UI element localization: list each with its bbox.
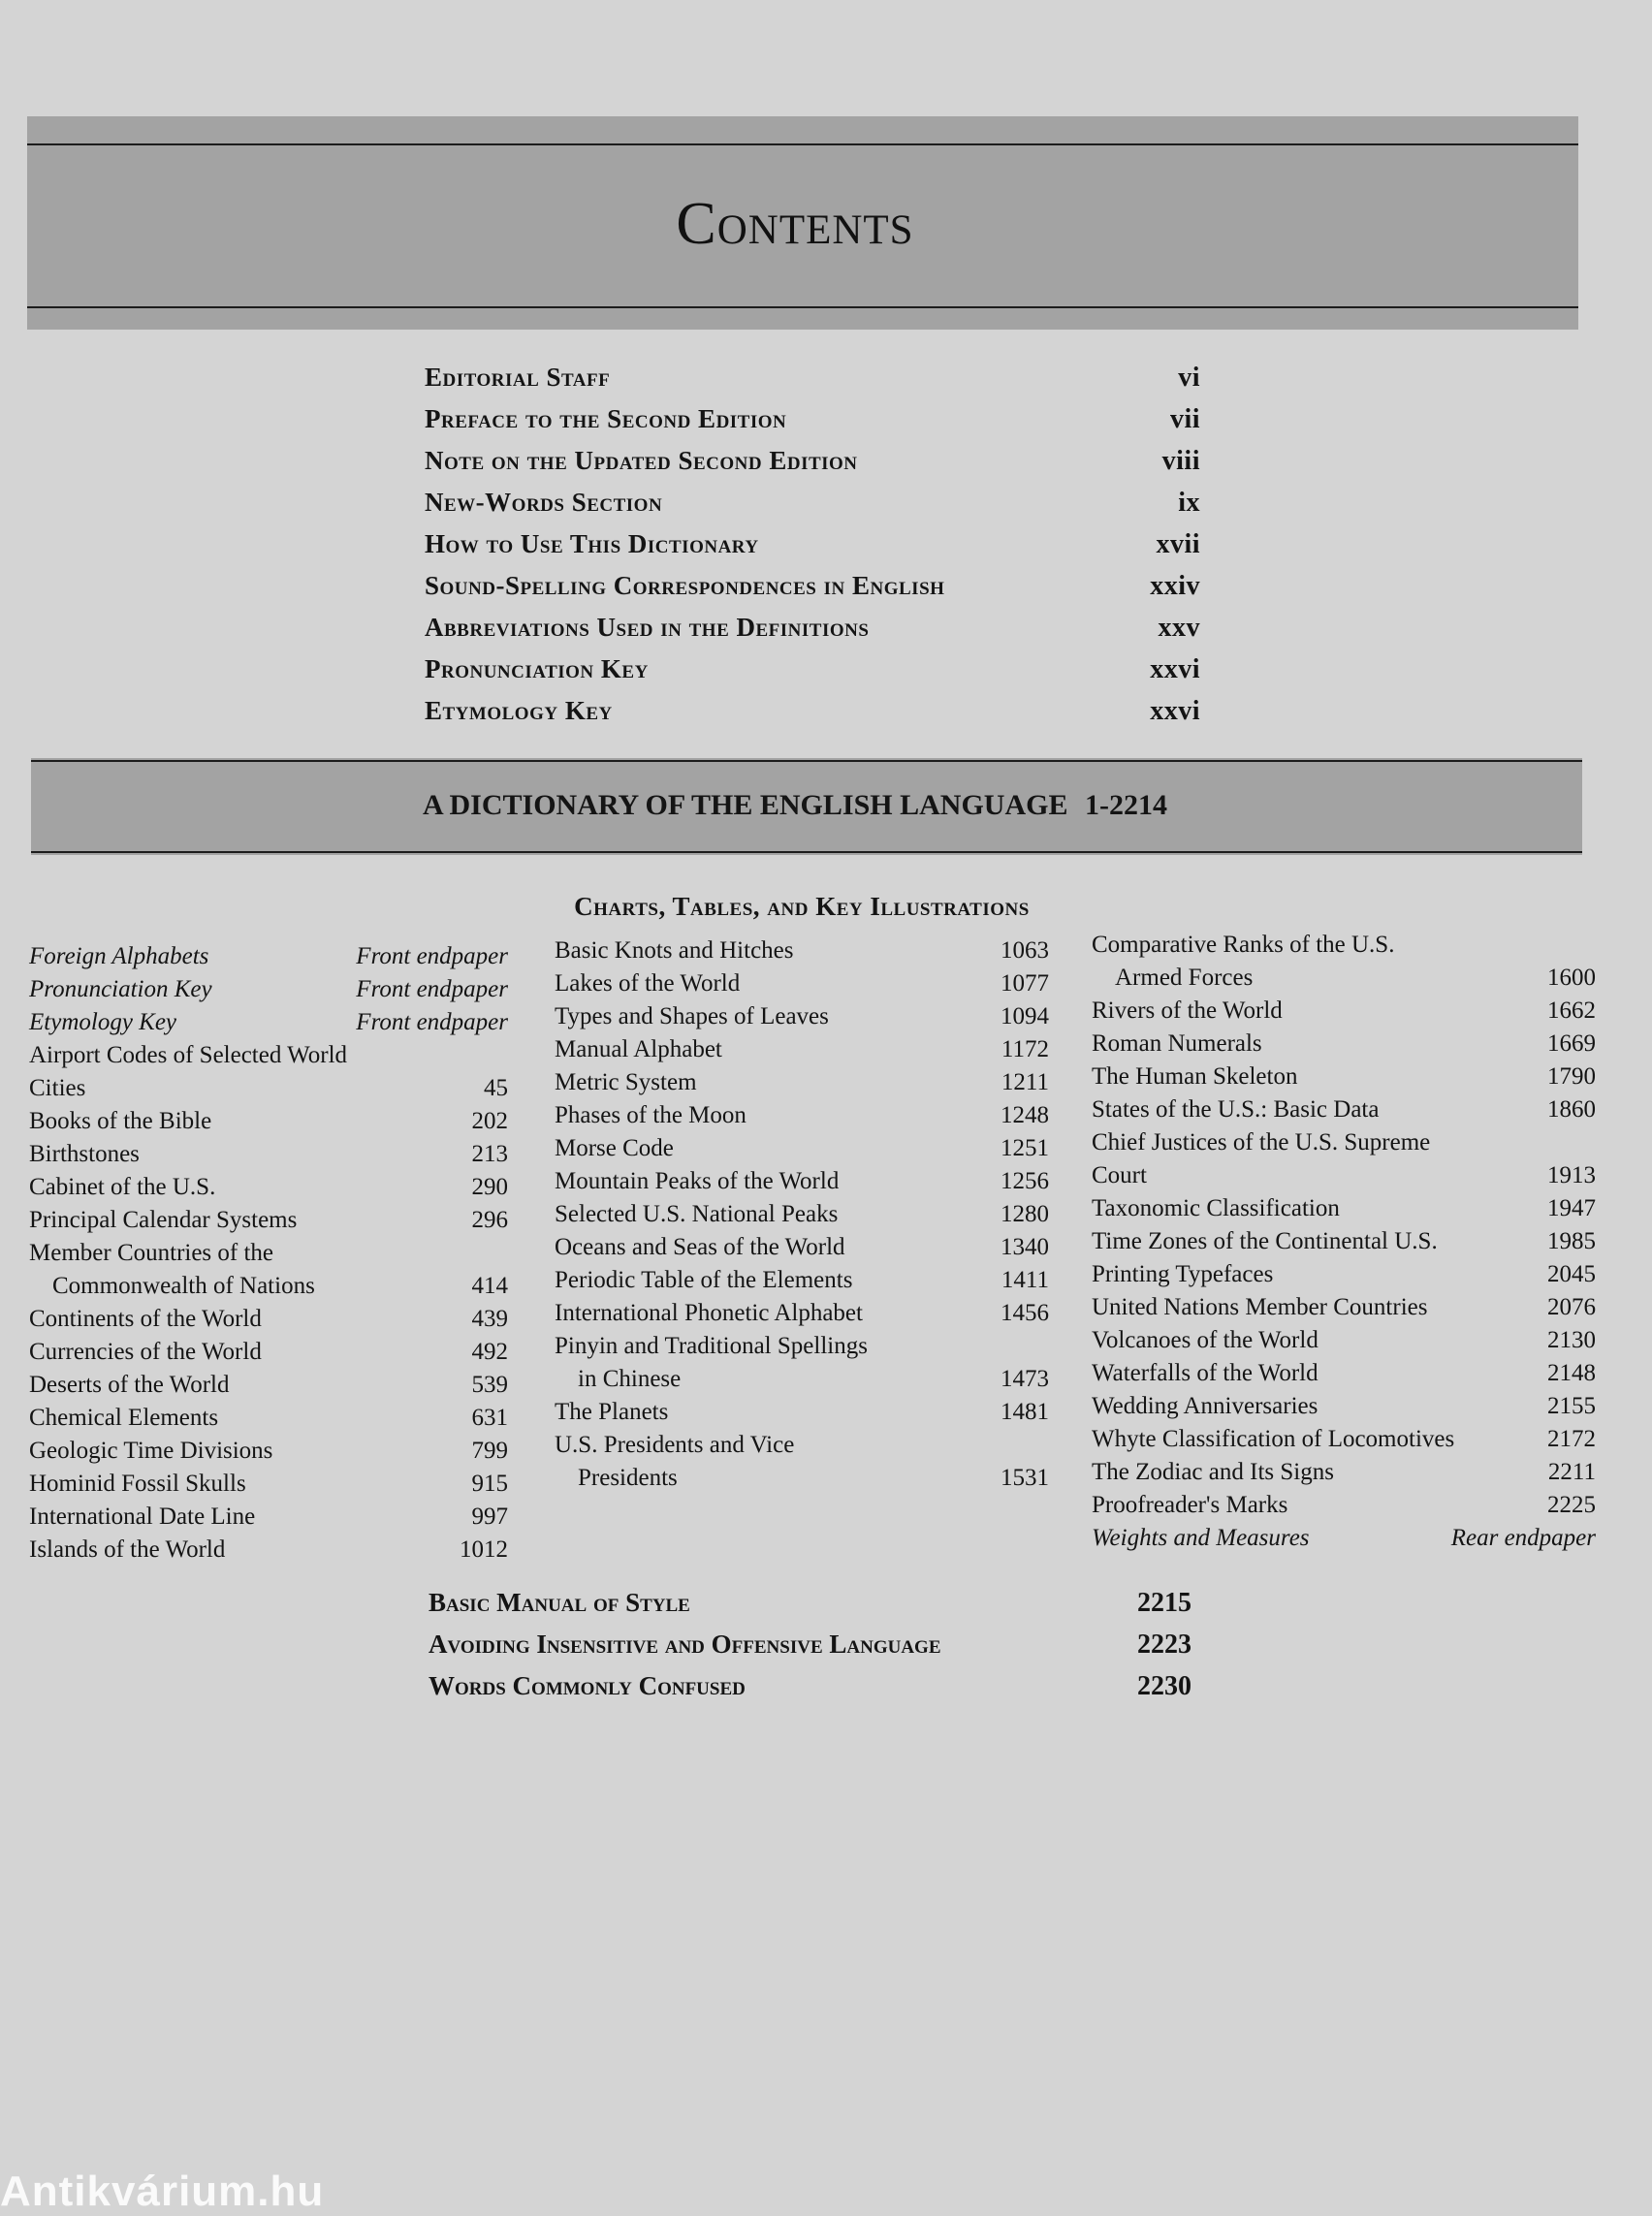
chart-entry[interactable] (29, 1501, 508, 1534)
chart-page: 539 (471, 1372, 508, 1398)
chart-page: 1860 (1547, 1096, 1596, 1123)
front-matter-page: xxvi (1150, 696, 1200, 726)
chart-title: Airport Codes of Selected World Cities (29, 1042, 348, 1101)
chart-title: Continents of the World (29, 1306, 262, 1332)
chart-page: 1063 (1001, 937, 1049, 964)
chart-page: 2148 (1547, 1360, 1596, 1386)
chart-page: 202 (471, 1108, 508, 1134)
chart-entry[interactable] (555, 1396, 1049, 1429)
chart-page: Front endpaper (356, 943, 508, 969)
chart-title: International Phonetic Alphabet (555, 1300, 863, 1326)
chart-page: 2211 (1547, 1459, 1596, 1485)
back-matter-row[interactable] (429, 1671, 1204, 1713)
chart-page: 631 (471, 1405, 508, 1431)
chart-page: 1094 (1001, 1003, 1049, 1029)
chart-title: Lakes of the World (555, 970, 741, 997)
front-matter-label: Etymology Key (425, 696, 613, 725)
front-matter-row[interactable] (425, 488, 1200, 529)
chart-title: Books of the Bible (29, 1108, 212, 1134)
chart-entry[interactable] (555, 1033, 1049, 1066)
chart-page: 1985 (1547, 1228, 1596, 1254)
chart-title: Waterfalls of the World (1092, 1360, 1318, 1386)
front-matter-label: New-Words Section (425, 488, 663, 517)
dictionary-pages: 1-2214 (1085, 789, 1167, 821)
chart-title: Chief Justices of the U.S. Supreme Court (1092, 1129, 1431, 1188)
chart-page: 45 (484, 1075, 508, 1101)
chart-page: 799 (471, 1438, 508, 1464)
header-rule-bottom (27, 306, 1578, 308)
chart-page: 492 (471, 1339, 508, 1365)
chart-title: Deserts of the World (29, 1372, 230, 1398)
chart-entry[interactable] (555, 1132, 1049, 1165)
chart-page: 414 (471, 1273, 508, 1299)
chart-page: 2155 (1547, 1393, 1596, 1419)
chart-title: Wedding Anniversaries (1092, 1393, 1318, 1419)
chart-title: Hominid Fossil Skulls (29, 1471, 246, 1497)
chart-title: Periodic Table of the Elements (555, 1267, 853, 1293)
front-matter-page: xxiv (1150, 571, 1200, 601)
chart-title: Metric System (555, 1069, 697, 1095)
chart-entry[interactable] (555, 1099, 1049, 1132)
back-matter-page: 2215 (1137, 1588, 1191, 1618)
front-matter-row[interactable] (425, 571, 1200, 613)
dictionary-rule-top (31, 760, 1582, 762)
chart-entry[interactable] (555, 1297, 1049, 1330)
chart-title: Volcanoes of the World (1092, 1327, 1318, 1353)
chart-entry[interactable] (29, 973, 508, 1006)
chart-entry[interactable] (555, 1066, 1049, 1099)
back-matter-row[interactable] (429, 1630, 1204, 1671)
chart-entry[interactable] (1092, 1126, 1596, 1192)
chart-page: Rear endpaper (1450, 1525, 1596, 1551)
chart-title: Mountain Peaks of the World (555, 1168, 840, 1194)
chart-page: 1211 (1001, 1069, 1049, 1095)
front-matter-page: ix (1178, 488, 1200, 518)
chart-page: 1411 (1001, 1267, 1049, 1293)
charts-heading: Charts, Tables, and Key Illustrations (574, 892, 1030, 921)
chart-entry[interactable] (1092, 1192, 1596, 1225)
back-matter-label: Words Commonly Confused (429, 1671, 746, 1700)
chart-entry[interactable] (1092, 1225, 1596, 1258)
chart-page: 2225 (1547, 1492, 1596, 1518)
chart-title: Selected U.S. National Peaks (555, 1201, 839, 1227)
chart-title: The Planets (555, 1399, 669, 1425)
back-matter-label: Basic Manual of Style (429, 1588, 690, 1617)
chart-entry[interactable] (555, 967, 1049, 1000)
front-matter-list (425, 363, 1200, 738)
chart-entry[interactable] (1092, 1390, 1596, 1423)
chart-title: Pinyin and Traditional Spellings (555, 1333, 868, 1359)
chart-entry[interactable] (1092, 1423, 1596, 1456)
chart-page: 290 (471, 1174, 508, 1200)
front-matter-label: Abbreviations Used in the Definitions (425, 613, 870, 642)
front-matter-row[interactable] (425, 446, 1200, 488)
charts-column-1 (29, 940, 508, 1567)
chart-page: 1947 (1547, 1195, 1596, 1221)
front-matter-label: Note on the Updated Second Edition (425, 446, 858, 475)
chart-entry[interactable] (1092, 1291, 1596, 1324)
chart-page: 1172 (1001, 1036, 1049, 1062)
front-matter-label: How to Use This Dictionary (425, 529, 759, 558)
front-matter-row[interactable] (425, 363, 1200, 404)
chart-title: Islands of the World (29, 1536, 226, 1563)
chart-entry[interactable] (555, 1000, 1049, 1033)
chart-title: Types and Shapes of Leaves (555, 1003, 829, 1029)
chart-entry[interactable] (1092, 995, 1596, 1028)
chart-page: 1473 (1001, 1366, 1049, 1392)
front-matter-page: xxvi (1150, 654, 1200, 684)
chart-page: 1913 (1547, 1162, 1596, 1188)
page-title: Contents (676, 191, 914, 257)
chart-title: Weights and Measures (1092, 1525, 1310, 1551)
chart-entry[interactable] (1092, 1357, 1596, 1390)
chart-entry[interactable] (1092, 1093, 1596, 1126)
front-matter-page: xvii (1156, 529, 1200, 559)
chart-title: Principal Calendar Systems (29, 1207, 298, 1233)
front-matter-label: Pronunciation Key (425, 654, 649, 683)
chart-title-continued: in Chinese (578, 1366, 682, 1392)
chart-entry[interactable] (1092, 1061, 1596, 1093)
chart-page: 1600 (1547, 965, 1596, 991)
chart-page: 915 (471, 1471, 508, 1497)
front-matter-row[interactable] (425, 613, 1200, 654)
chart-entry[interactable] (1092, 1522, 1596, 1555)
chart-page: 2045 (1547, 1261, 1596, 1287)
chart-title: Currencies of the World (29, 1339, 262, 1365)
front-matter-page: vi (1178, 363, 1200, 393)
chart-title-continued: Armed Forces (1115, 965, 1254, 991)
chart-title: Whyte Classification of Locomotives (1092, 1426, 1455, 1452)
chart-entry[interactable] (29, 1006, 508, 1039)
front-matter-row[interactable] (425, 696, 1200, 738)
back-matter-page: 2223 (1137, 1630, 1191, 1660)
charts-column-3 (1092, 929, 1596, 1555)
front-matter-row[interactable] (425, 654, 1200, 696)
chart-title: Etymology Key (29, 1009, 177, 1035)
chart-entry[interactable] (29, 1369, 508, 1402)
chart-entry[interactable] (1092, 1324, 1596, 1357)
front-matter-label: Sound-Spelling Correspondences in English (425, 571, 945, 600)
chart-entry[interactable] (29, 1237, 508, 1303)
chart-page: 997 (471, 1504, 508, 1530)
chart-page: 1248 (1001, 1102, 1049, 1128)
chart-entry[interactable] (29, 1435, 508, 1468)
chart-title: Member Countries of the (29, 1240, 274, 1266)
chart-page: 2172 (1547, 1426, 1596, 1452)
chart-title: Oceans and Seas of the World (555, 1234, 845, 1260)
chart-title: Proofreader's Marks (1092, 1492, 1288, 1518)
chart-entry[interactable] (1092, 1489, 1596, 1522)
front-matter-page: vii (1169, 404, 1200, 434)
dictionary-rule-bottom (31, 851, 1582, 853)
chart-entry[interactable] (29, 1303, 508, 1336)
chart-page: 1456 (1001, 1300, 1049, 1326)
header-rule-top (27, 143, 1578, 145)
back-matter-page: 2230 (1137, 1671, 1191, 1701)
chart-title: Basic Knots and Hitches (555, 937, 794, 964)
chart-title: Foreign Alphabets (29, 943, 209, 969)
chart-entry[interactable] (1092, 1456, 1596, 1489)
chart-title: Rivers of the World (1092, 997, 1283, 1024)
back-matter-label: Avoiding Insensitive and Offensive Language (429, 1630, 941, 1659)
chart-title: States of the U.S.: Basic Data (1092, 1096, 1380, 1123)
chart-title: Geologic Time Divisions (29, 1438, 273, 1464)
chart-title: Manual Alphabet (555, 1036, 722, 1062)
chart-title: Taxonomic Classification (1092, 1195, 1340, 1221)
chart-entry[interactable] (555, 934, 1049, 967)
front-matter-label: Editorial Staff (425, 363, 611, 392)
chart-page: 213 (471, 1141, 508, 1167)
chart-title: Comparative Ranks of the U.S. (1092, 932, 1395, 958)
chart-title: The Zodiac and Its Signs (1092, 1459, 1334, 1485)
chart-entry[interactable] (29, 1039, 508, 1105)
chart-title: Phases of the Moon (555, 1102, 747, 1128)
chart-page: 2076 (1547, 1294, 1596, 1320)
chart-title-continued: Presidents (578, 1465, 678, 1491)
chart-entry[interactable] (29, 1171, 508, 1204)
front-matter-page: viii (1161, 446, 1200, 476)
dictionary-title[interactable]: A DICTIONARY OF THE ENGLISH LANGUAGE (423, 789, 1068, 821)
front-matter-row[interactable] (425, 404, 1200, 446)
chart-title: Cabinet of the U.S. (29, 1174, 216, 1200)
chart-title: The Human Skeleton (1092, 1063, 1298, 1090)
chart-entry[interactable] (29, 1138, 508, 1171)
charts-column-2 (555, 934, 1049, 1495)
chart-title: Time Zones of the Continental U.S. (1092, 1228, 1438, 1254)
chart-page: 1251 (1001, 1135, 1049, 1161)
chart-title: Morse Code (555, 1135, 674, 1161)
chart-entry[interactable] (29, 1402, 508, 1435)
chart-title: Birthstones (29, 1141, 140, 1167)
chart-entry[interactable] (555, 1429, 1049, 1495)
chart-entry[interactable] (555, 1264, 1049, 1297)
chart-page: 2130 (1547, 1327, 1596, 1353)
back-matter-list (429, 1588, 1204, 1713)
chart-entry[interactable] (29, 1204, 508, 1237)
chart-title: Chemical Elements (29, 1405, 219, 1431)
front-matter-label: Preface to the Second Edition (425, 404, 787, 433)
chart-title: Pronunciation Key (29, 976, 212, 1002)
chart-page: 1340 (1001, 1234, 1049, 1260)
chart-title: Roman Numerals (1092, 1030, 1262, 1057)
chart-entry[interactable] (29, 1336, 508, 1369)
chart-entry[interactable] (555, 1165, 1049, 1198)
chart-title: Printing Typefaces (1092, 1261, 1274, 1287)
chart-entry[interactable] (29, 1534, 508, 1567)
chart-page: 1481 (1001, 1399, 1049, 1425)
chart-entry[interactable] (29, 1468, 508, 1501)
chart-entry[interactable] (29, 940, 508, 973)
watermark-text: Antikvárium.hu (0, 2168, 325, 2215)
chart-title: International Date Line (29, 1504, 256, 1530)
chart-entry[interactable] (555, 1330, 1049, 1396)
chart-page: Front endpaper (356, 976, 508, 1002)
chart-page: 1256 (1001, 1168, 1049, 1194)
front-matter-row[interactable] (425, 529, 1200, 571)
chart-page: 1790 (1547, 1063, 1596, 1090)
chart-entry[interactable] (555, 1198, 1049, 1231)
chart-page: 1280 (1001, 1201, 1049, 1227)
chart-page: 1669 (1547, 1030, 1596, 1057)
front-matter-page: xxv (1158, 613, 1200, 643)
chart-page: 1531 (1001, 1465, 1049, 1491)
chart-entry[interactable] (29, 1105, 508, 1138)
chart-entry[interactable] (1092, 1028, 1596, 1061)
back-matter-row[interactable] (429, 1588, 1204, 1630)
chart-title-continued: Commonwealth of Nations (52, 1273, 315, 1299)
chart-page: 439 (471, 1306, 508, 1332)
chart-entry[interactable] (1092, 929, 1596, 995)
chart-page: 1012 (460, 1536, 508, 1563)
chart-page: 1662 (1547, 997, 1596, 1024)
chart-entry[interactable] (1092, 1258, 1596, 1291)
chart-entry[interactable] (555, 1231, 1049, 1264)
chart-title: U.S. Presidents and Vice (555, 1432, 795, 1458)
chart-title: United Nations Member Countries (1092, 1294, 1428, 1320)
chart-page: Front endpaper (356, 1009, 508, 1035)
chart-page: 296 (471, 1207, 508, 1233)
chart-page: 1077 (1001, 970, 1049, 997)
